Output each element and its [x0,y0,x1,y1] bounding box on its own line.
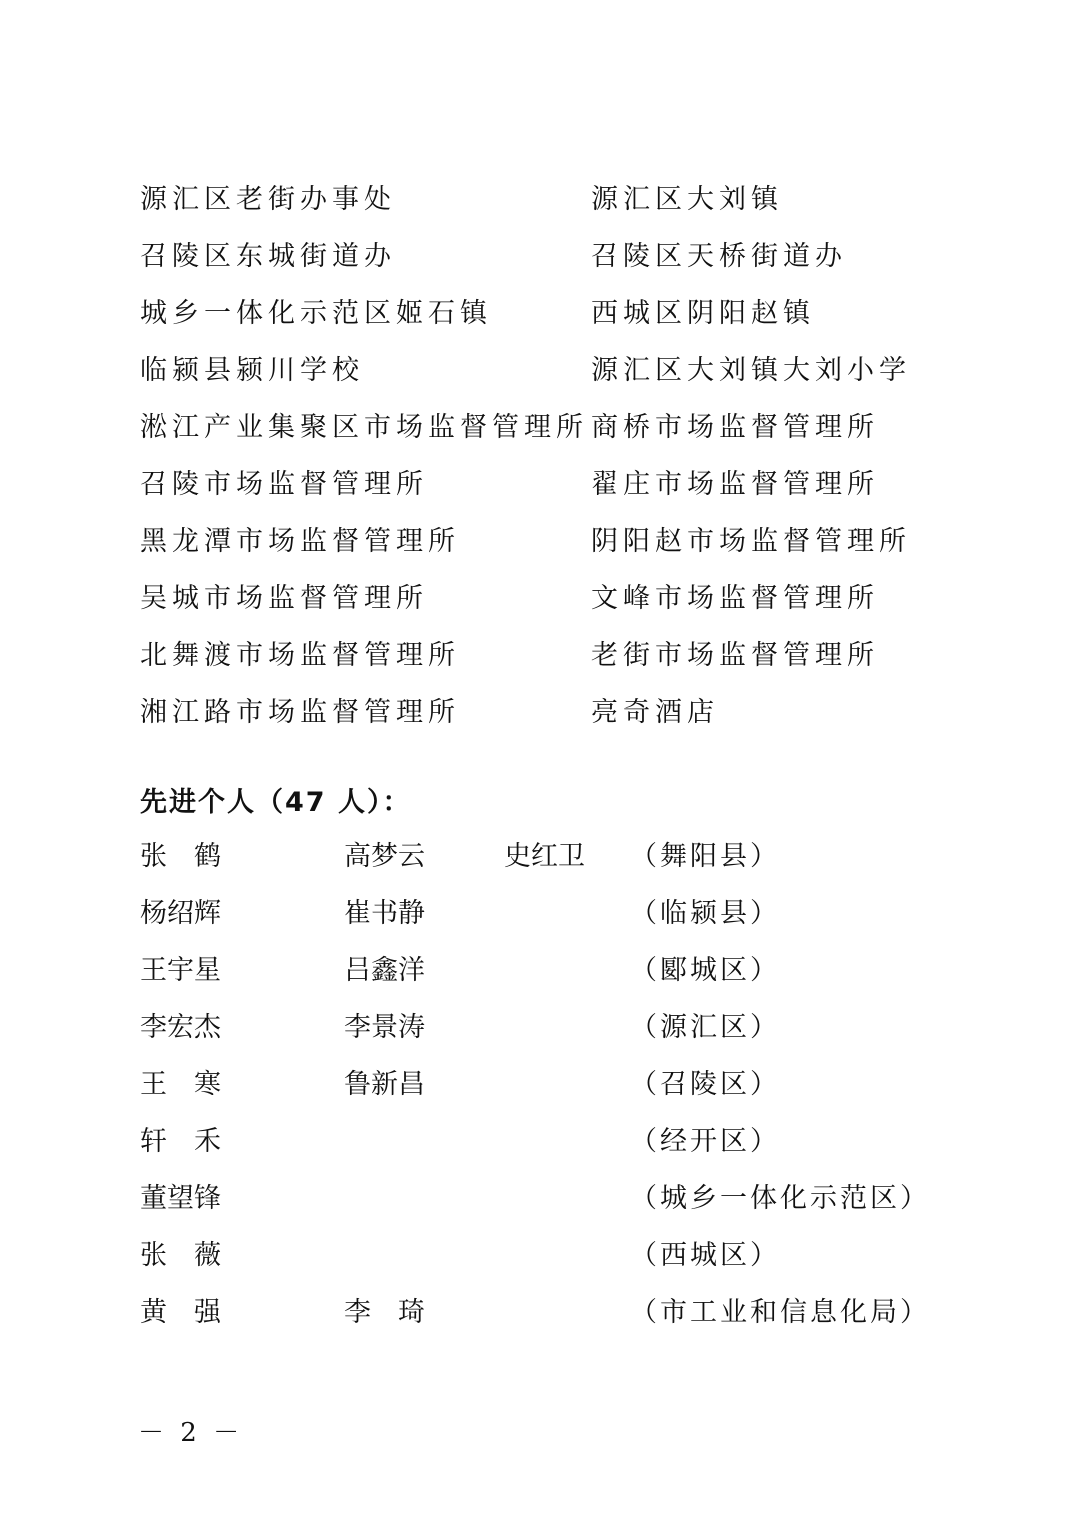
unit-left: 召陵区东城街道办 [140,241,396,272]
unit-right: 西城区阴阳赵镇 [591,298,815,329]
unit-left: 淞江产业集聚区市场监督管理所 [140,412,588,443]
person-name: 李景涛 [344,1012,425,1043]
unit-right: 翟庄市场监督管理所 [591,469,879,500]
person-name: 史红卫 [504,841,585,872]
unit-right: 阴阳赵市场监督管理所 [591,526,911,557]
person-unit: （经开区） [630,1126,780,1157]
unit-row [140,408,960,448]
person-row [140,1179,940,1219]
unit-right: 召陵区天桥街道办 [591,241,847,272]
unit-row [140,294,960,334]
person-name: 鲁新昌 [344,1069,425,1100]
unit-right: 源汇区大刘镇 [591,184,783,215]
unit-left: 城乡一体化示范区姬石镇 [140,298,492,329]
person-row [140,1065,940,1105]
unit-row [140,579,960,619]
individuals-heading: 先进个人（47 人）： [140,787,412,818]
person-name: 王宇星 [140,955,221,986]
person-name: 轩 禾 [140,1126,221,1157]
unit-left: 召陵市场监督管理所 [140,469,428,500]
person-unit: （城乡一体化示范区） [630,1183,930,1214]
unit-left: 源汇区老街办事处 [140,184,396,215]
person-row [140,1236,940,1276]
person-name: 张 薇 [140,1240,221,1271]
person-unit: （西城区） [630,1240,780,1271]
person-name: 崔书静 [344,898,425,929]
person-name: 李 琦 [344,1297,425,1328]
person-row [140,1122,940,1162]
unit-row [140,693,960,733]
unit-right: 商桥市场监督管理所 [591,412,879,443]
person-row [140,1008,940,1048]
unit-row [140,180,960,220]
person-unit: （郾城区） [630,955,780,986]
person-name: 李宏杰 [140,1012,221,1043]
person-name: 董望锋 [140,1183,221,1214]
page-number: － 2 － [138,1418,244,1448]
unit-right: 老街市场监督管理所 [591,640,879,671]
unit-row [140,465,960,505]
unit-right: 源汇区大刘镇大刘小学 [591,355,911,386]
person-unit: （源汇区） [630,1012,780,1043]
unit-row [140,351,960,391]
unit-left: 临颍县颍川学校 [140,355,364,386]
person-unit: （临颍县） [630,898,780,929]
person-unit: （舞阳县） [630,841,780,872]
unit-row [140,237,960,277]
person-unit: （市工业和信息化局） [630,1297,930,1328]
unit-row [140,636,960,676]
unit-left: 北舞渡市场监督管理所 [140,640,460,671]
unit-right: 亮奇酒店 [591,697,719,728]
unit-left: 湘江路市场监督管理所 [140,697,460,728]
person-name: 张 鹤 [140,841,221,872]
person-name: 吕鑫洋 [344,955,425,986]
unit-left: 黑龙潭市场监督管理所 [140,526,460,557]
unit-left: 吴城市场监督管理所 [140,583,428,614]
person-name: 王 寒 [140,1069,221,1100]
unit-row [140,522,960,562]
person-row [140,951,940,991]
person-name: 杨绍辉 [140,898,221,929]
unit-right: 文峰市场监督管理所 [591,583,879,614]
person-unit: （召陵区） [630,1069,780,1100]
person-row [140,1293,940,1333]
person-name: 高梦云 [344,841,425,872]
person-name: 黄 强 [140,1297,221,1328]
person-row [140,837,940,877]
person-row [140,894,940,934]
